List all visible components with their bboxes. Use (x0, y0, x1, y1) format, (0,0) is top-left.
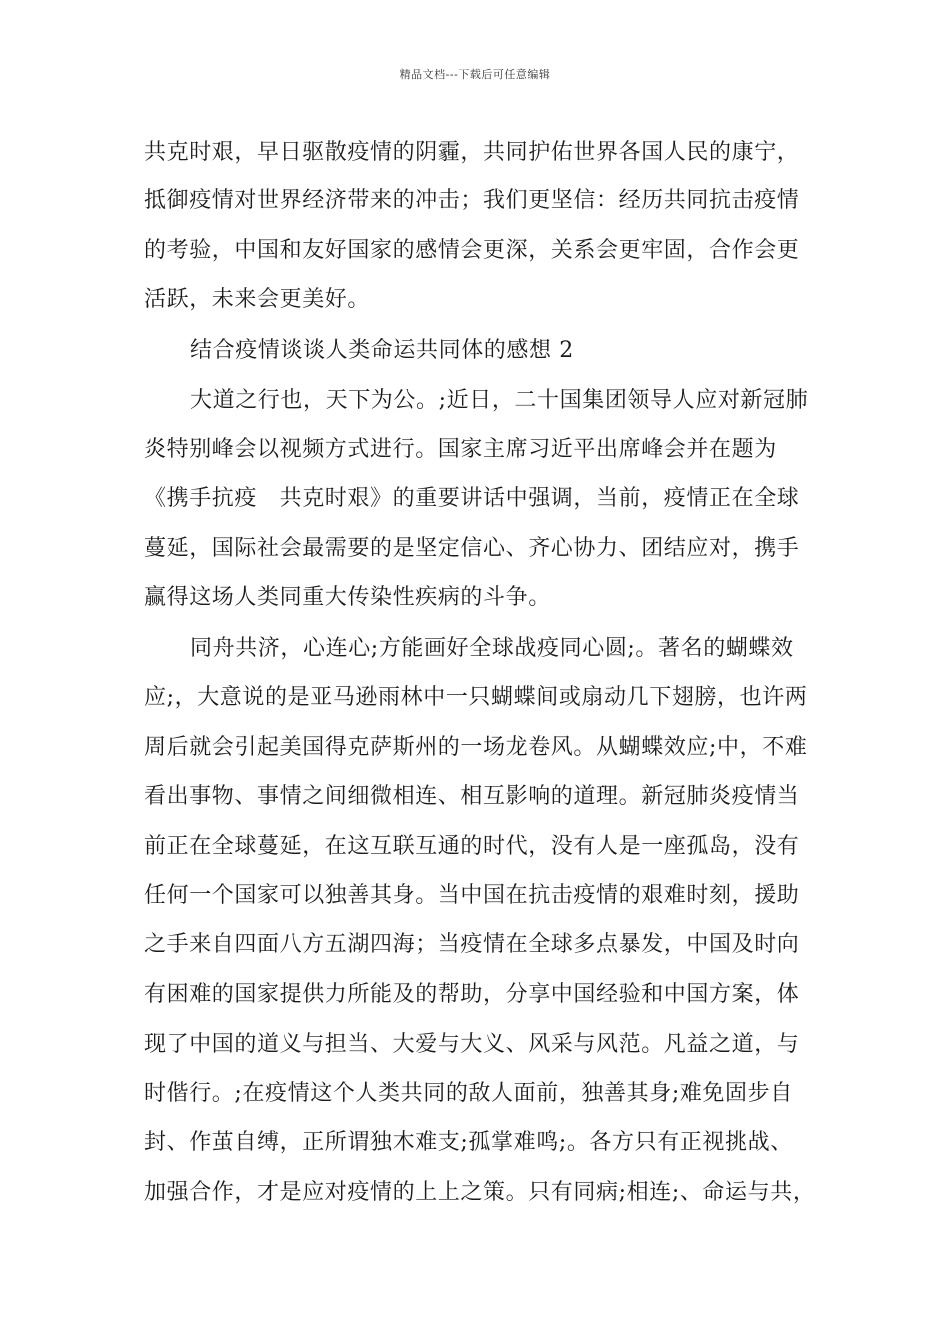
text-line: 加强合作，才是应对疫情的上上之策。只有同病;相连;、命运与共， (144, 1180, 816, 1205)
section-heading: 结合疫情谈谈人类命运共同体的感想 2 (190, 338, 574, 363)
text-line: 有困难的国家提供力所能及的帮助，分享中国经验和中国方案，体 (144, 982, 800, 1007)
text-line: 大道之行也，天下为公。;近日，二十国集团领导人应对新冠肺 (190, 388, 809, 413)
text-line: 任何一个国家可以独善其身。当中国在抗击疫情的艰难时刻，援助 (144, 883, 800, 908)
text-line: 应;，大意说的是亚马逊雨林中一只蝴蝶间或扇动几下翅膀，也许两 (144, 685, 808, 710)
text-line: 现了中国的道义与担当、大爱与大义、风采与风范。凡益之道，与 (144, 1032, 800, 1057)
text-line: 的考验，中国和友好国家的感情会更深，关系会更牢固，合作会更 (144, 238, 800, 263)
text-line: 炎特别峰会以视频方式进行。国家主席习近平出席峰会并在题为 (144, 437, 777, 462)
text-line: 前正在全球蔓延，在这互联互通的时代，没有人是一座孤岛，没有 (144, 834, 800, 859)
text-line: 《携手抗疫 共克时艰》的重要讲话中强调，当前，疫情正在全球 (144, 486, 800, 511)
text-line: 周后就会引起美国得克萨斯州的一场龙卷风。从蝴蝶效应;中，不难 (144, 735, 808, 760)
text-line: 共克时艰，早日驱散疫情的阴霾，共同护佑世界各国人民的康宁， (144, 140, 800, 165)
text-line: 之手来自四面八方五湖四海；当疫情在全球多点暴发，中国及时向 (144, 932, 800, 957)
page-header: 精品文档---下载后可任意编辑 (399, 68, 551, 81)
text-line: 封、作茧自缚，正所谓独木难支;孤掌难鸣;。各方只有正视挑战、 (144, 1130, 793, 1155)
text-line: 看出事物、事情之间细微相连、相互影响的道理。新冠肺炎疫情当 (144, 784, 800, 809)
text-line: 抵御疫情对世界经济带来的冲击；我们更坚信：经历共同抗击疫情 (144, 188, 800, 213)
text-line: 蔓延，国际社会最需要的是坚定信心、齐心协力、团结应对，携手 (144, 536, 800, 561)
text-line: 同舟共济，心连心;方能画好全球战疫同心圆;。著名的蝴蝶效 (190, 636, 794, 661)
text-line: 时偕行。;在疫情这个人类共同的敌人面前，独善其身;难免固步自 (144, 1081, 793, 1106)
text-line: 活跃，未来会更美好。 (144, 287, 371, 312)
text-line: 赢得这场人类同重大传染性疾病的斗争。 (144, 585, 551, 610)
